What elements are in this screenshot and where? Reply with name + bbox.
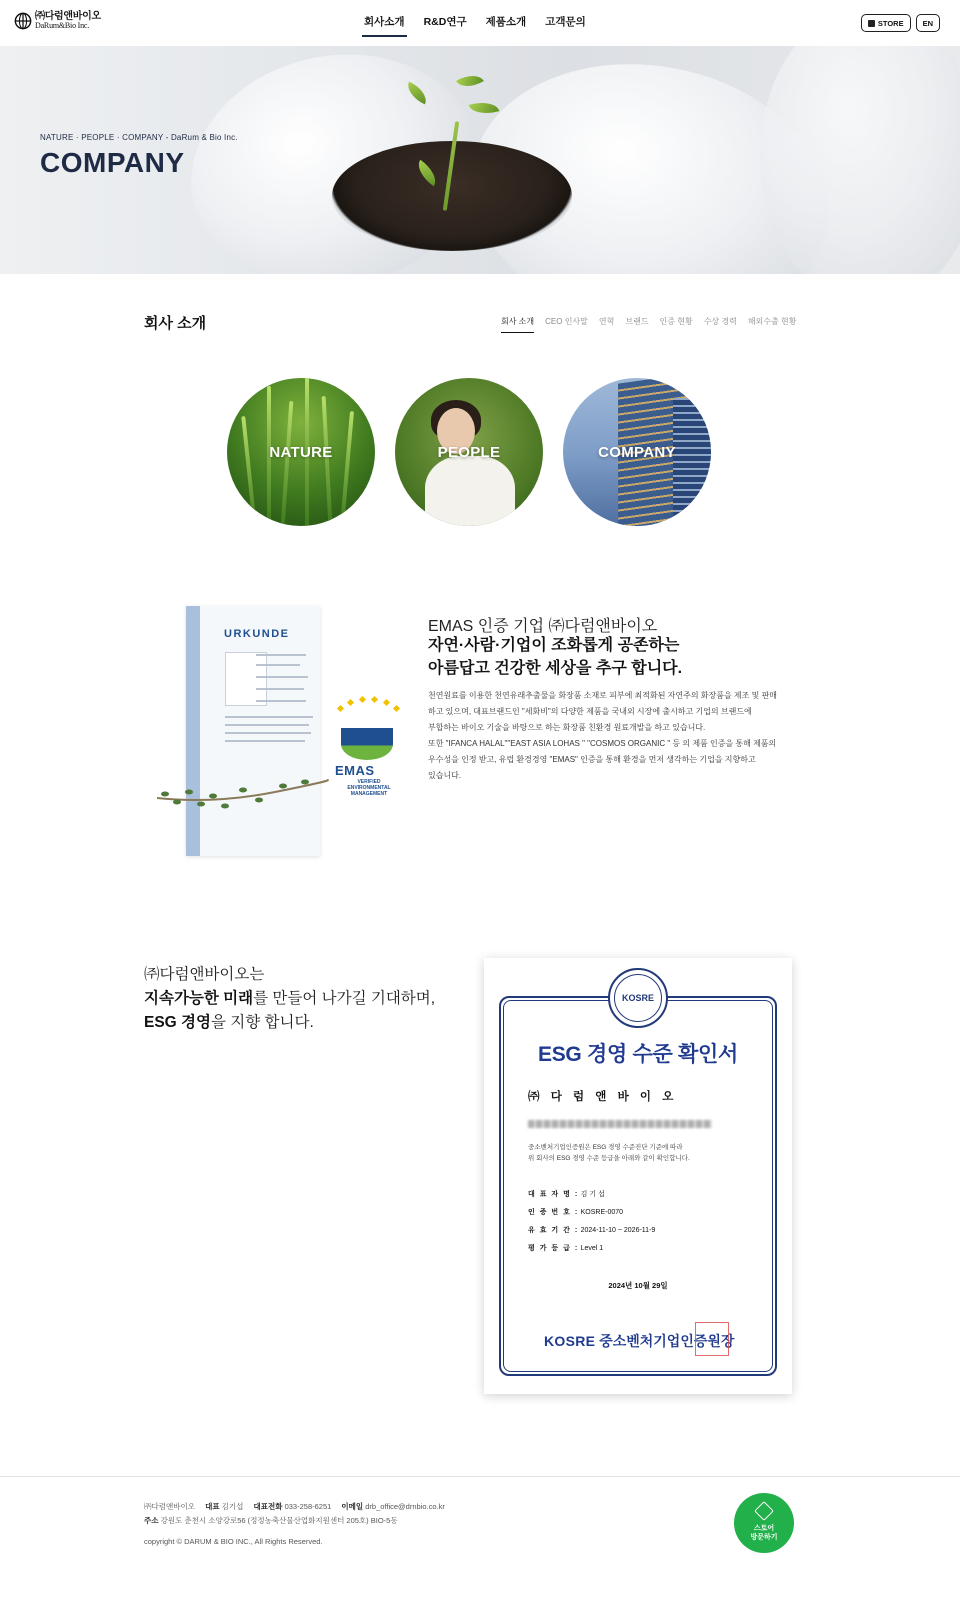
emas-logo-subtitle: VERIFIED ENVIRONMENTAL MANAGEMENT	[347, 779, 391, 797]
people-label: PEOPLE	[437, 443, 501, 461]
footer-addr: 강원도 춘천시 소양강로56 (정정농축산물산업화지원센터 205호) BIO-5동	[160, 1516, 398, 1525]
footer-addr-label: 주소	[144, 1516, 159, 1525]
store-visit-line1: 스토어	[753, 1524, 775, 1532]
branch-decoration	[155, 776, 330, 816]
footer-tel: 033-258-6251	[284, 1502, 332, 1511]
esg-highlight: ESG 경영	[144, 1014, 211, 1031]
mini-emas-logo	[225, 652, 267, 706]
hero-subtitle: NATURE · PEOPLE · COMPANY - DaRum & Bio Inc.	[40, 133, 238, 142]
cert-sign-kosre: KOSRE	[544, 1333, 596, 1349]
store-cube-icon	[754, 1501, 774, 1521]
emas-heading: EMAS 인증 기업 ㈜다럼앤바이오	[428, 618, 658, 635]
footer-info	[144, 1501, 445, 1512]
emas-tagline	[428, 635, 808, 680]
footer-copyright: copyright © DARUM & BIO INC., All Rights Reserved.	[144, 1537, 323, 1546]
building-shape	[673, 398, 711, 526]
main-nav	[364, 0, 586, 46]
language-button[interactable]: EN	[916, 14, 940, 32]
subnav-ceo[interactable]: CEO 인사말	[545, 317, 588, 326]
nav-rnd[interactable]: R&D연구	[423, 16, 467, 28]
company-label: COMPANY	[598, 443, 676, 461]
site-footer	[0, 1476, 960, 1605]
cert-blurred-address	[528, 1120, 712, 1128]
nature-label: NATURE	[269, 443, 333, 461]
subnav-history[interactable]: 연혁	[598, 317, 615, 326]
person-body	[425, 456, 515, 526]
field-key: 평 가 등 급 :	[528, 1244, 579, 1252]
glove-shape	[760, 46, 960, 274]
footer-email: drb_office@drnbio.co.kr	[365, 1502, 445, 1511]
doc-line	[225, 740, 305, 742]
grass-blade	[281, 401, 294, 526]
eu-star-icon	[393, 705, 400, 712]
footer-tel-label: 대표전화	[253, 1502, 283, 1511]
store-visit-line2: 방문하기	[750, 1533, 778, 1541]
emas-logo-word: EMAS	[335, 763, 375, 778]
field-value: 김 기 섭	[580, 1191, 605, 1198]
nav-products[interactable]: 제품소개	[485, 16, 527, 28]
emas-body-line: 또한 "IFANCA HALAL""EAST ASIA LOHAS " "COSMOS ORGANIC " 등 의 제품 인증을 통해 제품의	[428, 739, 777, 748]
footer-email-label: 이메일	[341, 1502, 364, 1511]
esg-text: 를 만들어 나가길 기대하며,	[253, 990, 436, 1007]
subnav-brand[interactable]: 브랜드	[625, 317, 649, 326]
subnav-about[interactable]: 회사 소개	[501, 316, 534, 333]
sprout-leaf	[456, 69, 484, 93]
esg-certificate	[484, 958, 792, 1394]
sub-nav	[501, 316, 796, 333]
eu-star-icon	[347, 699, 354, 706]
eu-star-icon	[371, 696, 378, 703]
emas-tagline-line2: 아름답고 건강한 세상을 추구 합니다.	[428, 659, 683, 677]
emas-body-line: 있습니다.	[428, 771, 462, 780]
urkunde-title: URKUNDE	[224, 628, 290, 640]
logo[interactable]	[14, 12, 101, 30]
doc-line	[225, 732, 311, 734]
store-icon	[868, 20, 875, 27]
grass-blade	[340, 411, 354, 526]
eu-star-icon	[383, 699, 390, 706]
subnav-export[interactable]: 해외수출 현황	[747, 317, 797, 326]
urkunde-document	[186, 606, 320, 856]
emas-body-line: 부합하는 바이오 기술을 바탕으로 하는 화장품 친환경 원료개발을 하고 있습니다.	[428, 723, 706, 732]
footer-company: ㈜다럼앤바이오	[144, 1502, 195, 1511]
nav-company[interactable]: 회사소개	[364, 0, 405, 46]
section-title: 회사 소개	[144, 315, 207, 332]
field-value: KOSRE-0070	[580, 1208, 624, 1216]
hero-title: COMPANY	[40, 147, 185, 178]
logo-korean: ㈜다럼앤바이오	[35, 11, 101, 22]
doc-line	[256, 654, 306, 656]
cert-company: ㈜ 다 럼 앤 바 이 오	[528, 1091, 678, 1103]
field-key: 유 효 기 간 :	[528, 1226, 579, 1234]
emas-logo-icon	[341, 728, 393, 760]
people-circle	[395, 378, 543, 526]
esg-intro-line1: ㈜다럼앤바이오는	[144, 966, 265, 983]
hero-banner	[0, 46, 960, 274]
field-value: Level 1	[580, 1244, 604, 1252]
footer-ceo: 김기섭	[221, 1502, 244, 1511]
logo-english: DaRum&Bio Inc.	[35, 21, 90, 30]
cert-field-grade	[528, 1240, 655, 1258]
cert-field-number	[528, 1204, 655, 1222]
field-key: 대 표 자 명 :	[528, 1191, 579, 1198]
globe-logo-icon	[14, 12, 32, 30]
cert-title: ESG 경영 수준 확인서	[538, 1043, 738, 1066]
emas-body-line: 하고 있으며, 대표브랜드인 "세화비"의 다양한 제품을 국내외 시장에 출시하고 기업의 브랜드에	[428, 707, 752, 716]
kosre-seal-icon	[608, 968, 668, 1028]
subnav-certification[interactable]: 인증 현황	[659, 317, 693, 326]
esg-intro-line2	[144, 986, 435, 1008]
doc-line	[256, 676, 308, 678]
field-key: 인 증 번 호 :	[528, 1208, 579, 1216]
store-visit-button[interactable]	[734, 1493, 794, 1553]
nature-circle	[227, 378, 375, 526]
subnav-awards[interactable]: 수상 경력	[703, 317, 737, 326]
store-button[interactable]	[861, 14, 911, 32]
cert-fields	[528, 1186, 655, 1257]
doc-line	[256, 664, 300, 666]
esg-highlight: 지속가능한 미래	[144, 990, 254, 1007]
cert-field-ceo	[528, 1186, 655, 1204]
doc-line	[256, 688, 304, 690]
esg-intro-line3	[144, 1010, 314, 1032]
company-circle	[563, 378, 711, 526]
cert-date: 2024년 10월 29일	[608, 1281, 668, 1290]
emas-body-line: 천연원료를 이용한 천연유래추출물을 화장품 소재로 피부에 최적화된 자연주의 화장품을 제조 및 판매	[428, 691, 778, 700]
eu-star-icon	[359, 696, 366, 703]
kosre-seal-text: KOSRE	[614, 974, 662, 1022]
store-label: STORE	[877, 18, 904, 28]
footer-ceo-label: 대표	[205, 1502, 220, 1511]
red-stamp-icon	[695, 1322, 729, 1356]
field-value: 2024-11-10 ~ 2026-11-9	[580, 1226, 656, 1234]
sprout-leaf	[469, 98, 500, 119]
esg-text: 을 지향 합니다.	[211, 1014, 314, 1031]
grass-blade	[241, 416, 256, 526]
emas-certificate-image	[155, 606, 405, 864]
site-header	[0, 0, 960, 46]
cert-sign-org: 중소벤처기업인증원장	[599, 1333, 735, 1349]
nav-contact[interactable]: 고객문의	[545, 16, 586, 28]
emas-tagline-line1: 자연·사람·기업이 조화롭게 공존하는	[428, 637, 680, 654]
footer-address	[144, 1515, 398, 1526]
cert-desc-line: 중소벤처기업인증원은 ESG 경영 수준진단 기준에 따라	[528, 1144, 683, 1151]
doc-line	[225, 724, 309, 726]
doc-line	[256, 700, 306, 702]
doc-line	[225, 716, 313, 718]
cert-field-period	[528, 1222, 655, 1240]
cert-desc-line: 위 회사의 ESG 경영 수준 등급을 아래와 같이 확인합니다.	[528, 1155, 690, 1163]
emas-description	[428, 688, 794, 784]
emas-body-line: 우수성을 인정 받고, 유럽 환경경영 "EMAS" 인증을 통해 환경을 먼저 생각하는 기업을 지향하고	[428, 755, 756, 764]
eu-star-icon	[337, 705, 344, 712]
cert-description	[528, 1142, 758, 1165]
